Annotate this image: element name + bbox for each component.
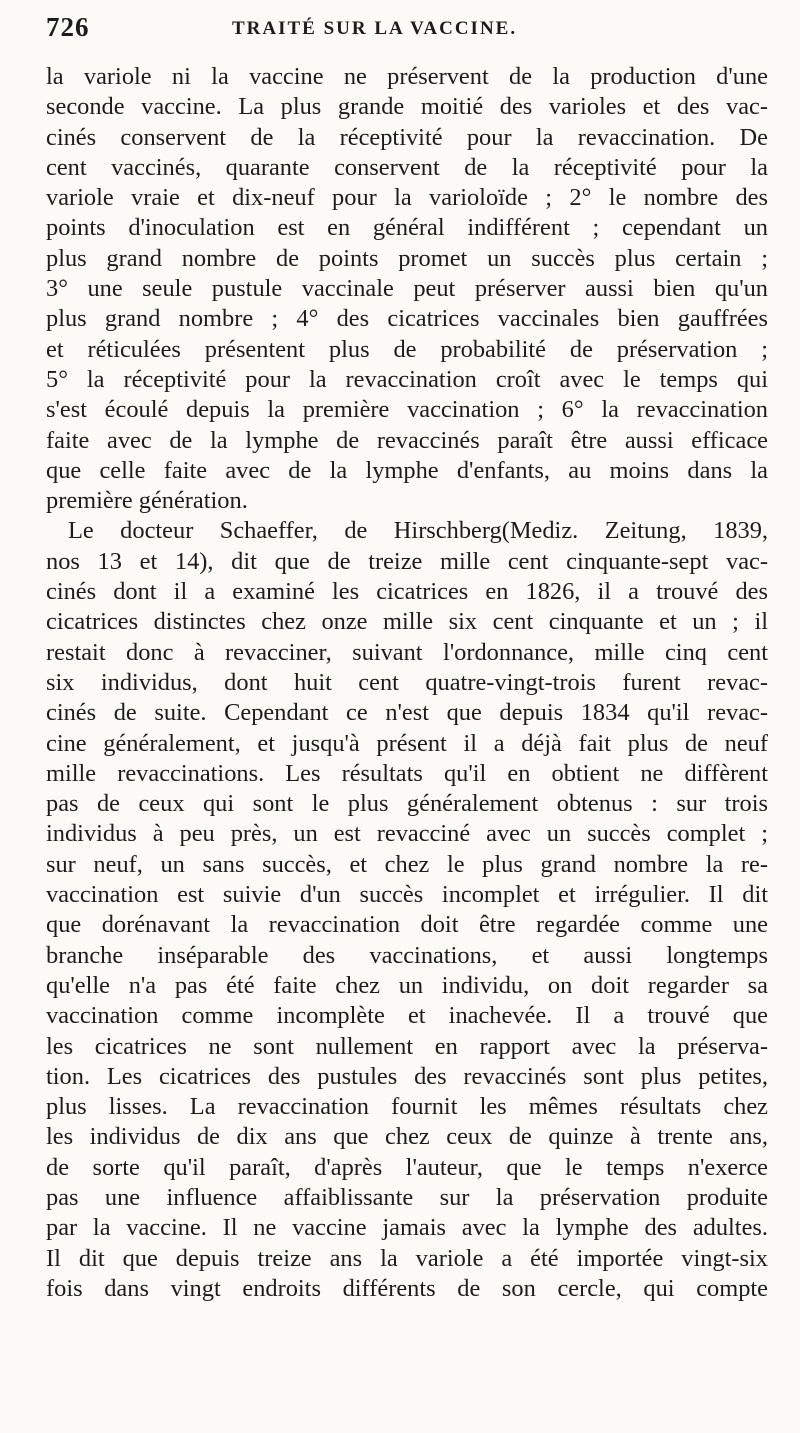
text-line: Il dit que depuis treize ans la variole a été importée vingt-six [46, 1244, 768, 1272]
text-line: seconde vaccine. La plus grande moitié des varioles et des vac- [46, 93, 768, 121]
text-line: nos 13 et 14), dit que de treize mille cent cinquante-sept vac- [46, 547, 768, 575]
text-line: fois dans vingt endroits différents de son cercle, qui compte [46, 1274, 768, 1302]
text-line: plus grand nombre de points promet un succès plus certain ; [46, 244, 768, 272]
page-header [46, 10, 766, 50]
text-line: cinés dont il a examiné les cicatrices en 1826, il a trouvé des [46, 578, 768, 606]
text-line: cicatrices distinctes chez onze mille six cent cinquante et un ; il [46, 608, 768, 636]
text-line: s'est écoulé depuis la première vaccination ; 6° la revaccination [46, 396, 768, 424]
text-line: points d'inoculation est en général indifférent ; cependant un [46, 214, 768, 242]
text-line: cine généralement, et jusqu'à présent il a déjà fait plus de neuf [46, 729, 768, 757]
text-line: faite avec de la lymphe de revaccinés paraît être aussi efficace [46, 426, 768, 454]
page-number: 726 [46, 12, 90, 42]
text-line: qu'elle n'a pas été faite chez un individu, on doit regarder sa [46, 971, 768, 999]
text-line: les cicatrices ne sont nullement en rapport avec la préserva- [46, 1032, 768, 1060]
text-line: que celle faite avec de la lymphe d'enfants, au moins dans la [46, 456, 768, 484]
text-line: variole vraie et dix-neuf pour la varioloïde ; 2° le nombre des [46, 184, 768, 212]
text-line: plus lisses. La revaccination fournit les mêmes résultats chez [46, 1093, 768, 1121]
text-line: cent vaccinés, quarante conservent de la réceptivité pour la [46, 153, 768, 181]
text-line: cinés de suite. Cependant ce n'est que depuis 1834 qu'il revac- [46, 699, 768, 727]
text-line: pas de ceux qui sont le plus généralement obtenus : sur trois [46, 790, 768, 818]
text-line: sur neuf, un sans succès, et chez le plus grand nombre la re- [46, 850, 768, 878]
text-line: que dorénavant la revaccination doit être regardée comme une [46, 911, 768, 939]
text-line: la variole ni la vaccine ne préservent de la production d'une [46, 63, 768, 90]
text-line: plus grand nombre ; 4° des cicatrices vaccinales bien gauffrées [46, 305, 768, 333]
text-line: tion. Les cicatrices des pustules des revaccinés sont plus petites, [46, 1062, 768, 1090]
text-line: vaccination est suivie d'un succès incomplet et irrégulier. Il dit [46, 881, 768, 909]
text-line: de sorte qu'il paraît, d'après l'auteur, que le temps n'exerce [46, 1153, 768, 1181]
paragraph-start-line: Le docteur Schaeffer, de Hirschberg(Mediz. Zeitung, 1839, [68, 517, 768, 545]
text-line: pas une influence affaiblissante sur la préservation produite [46, 1183, 768, 1211]
text-line: vaccination comme incomplète et inachevée. Il a trouvé que [46, 1002, 768, 1030]
text-line: six individus, dont huit cent quatre-vingt-trois furent revac- [46, 668, 768, 696]
text-line: 5° la réceptivité pour la revaccination croît avec le temps qui [46, 365, 768, 393]
text-line: individus à peu près, un est revacciné avec un succès complet ; [46, 820, 768, 848]
text-line: cinés conservent de la réceptivité pour la revaccination. De [46, 123, 768, 151]
text-line: branche inséparable des vaccinations, et aussi longtemps [46, 941, 768, 969]
text-line: mille revaccinations. Les résultats qu'il en obtient ne diffèrent [46, 759, 768, 787]
text-line: par la vaccine. Il ne vaccine jamais avec la lymphe des adultes. [46, 1214, 768, 1242]
text-line: 3° une seule pustule vaccinale peut préserver aussi bien qu'un [46, 275, 768, 303]
text-line: les individus de dix ans que chez ceux de quinze à trente ans, [46, 1123, 768, 1151]
running-title: TRAITÉ SUR LA VACCINE. [232, 18, 518, 39]
text-line: et réticulées présentent plus de probabilité de préservation ; [46, 335, 768, 363]
text-line: restait donc à revacciner, suivant l'ordonnance, mille cinq cent [46, 638, 768, 666]
paragraph-end-line: première génération. [46, 487, 248, 515]
body-text [46, 62, 768, 1304]
